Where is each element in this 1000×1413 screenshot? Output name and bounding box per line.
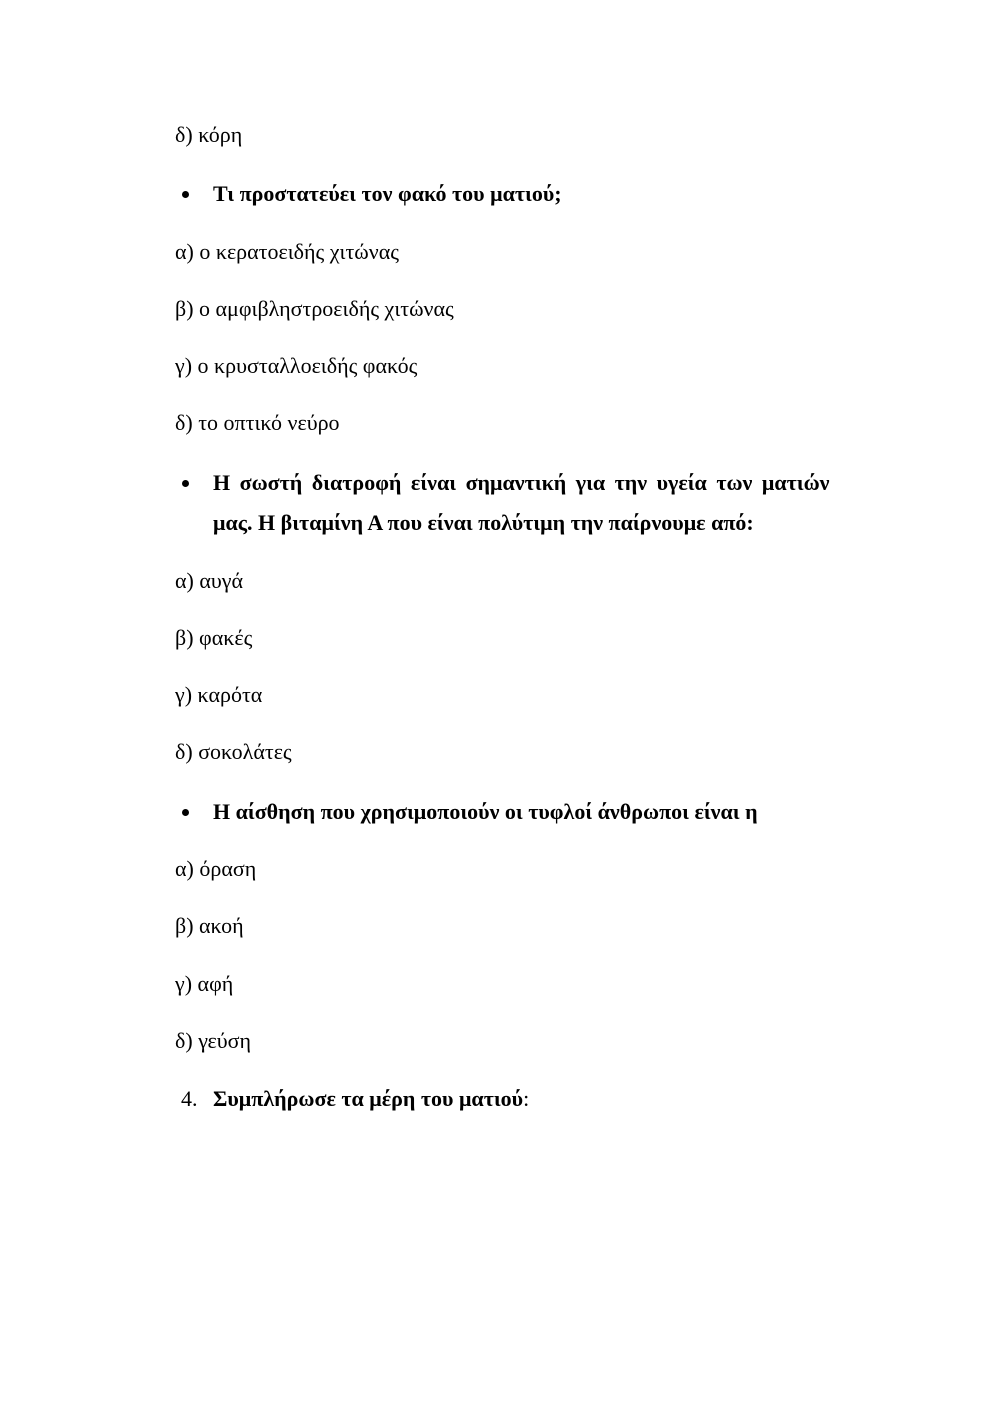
q2-option-c: γ) καρότα [175, 682, 263, 707]
q3-option-d: δ) γεύση [175, 1028, 252, 1053]
section-4-title [213, 1086, 529, 1112]
bullet-icon [182, 809, 189, 816]
q2-option-b: β) φακές [175, 625, 253, 650]
question-3: Η αίσθηση που χρησιμοποιούν οι τυφλοί άνθρωποι είναι η [213, 799, 758, 824]
q1-option-c: γ) ο κρυσταλλοειδής φακός [175, 353, 418, 378]
question-2-line-1: Η σωστή διατροφή είναι σημαντική για την υγεία των ματιών [213, 470, 830, 495]
q1-option-d: δ) το οπτικό νεύρο [175, 410, 340, 435]
q1-option-b: β) ο αμφιβληστροειδής χιτώνας [175, 296, 454, 321]
q2-option-a: α) αυγά [175, 568, 244, 593]
q3-option-c: γ) αφή [175, 971, 234, 996]
section-4-colon: : [523, 1086, 530, 1111]
q2-option-d: δ) σοκολάτες [175, 739, 292, 764]
q1-option-a: α) ο κερατοειδής χιτώνας [175, 239, 399, 264]
q3-option-a: α) όραση [175, 856, 257, 881]
bullet-icon [182, 480, 189, 487]
question-2-line-2: μας. Η βιταμίνη Α που είναι πολύτιμη την παίρνουμε από: [213, 510, 754, 535]
option-d-previous: δ) κόρη [175, 122, 243, 147]
q3-option-b: β) ακοή [175, 913, 244, 938]
bullet-icon [182, 191, 189, 198]
section-4-number: 4. [181, 1086, 198, 1111]
question-1: Τι προστατεύει τον φακό του ματιού; [213, 181, 562, 206]
section-4-title-text: Συμπλήρωσε τα μέρη του ματιού [213, 1086, 524, 1111]
